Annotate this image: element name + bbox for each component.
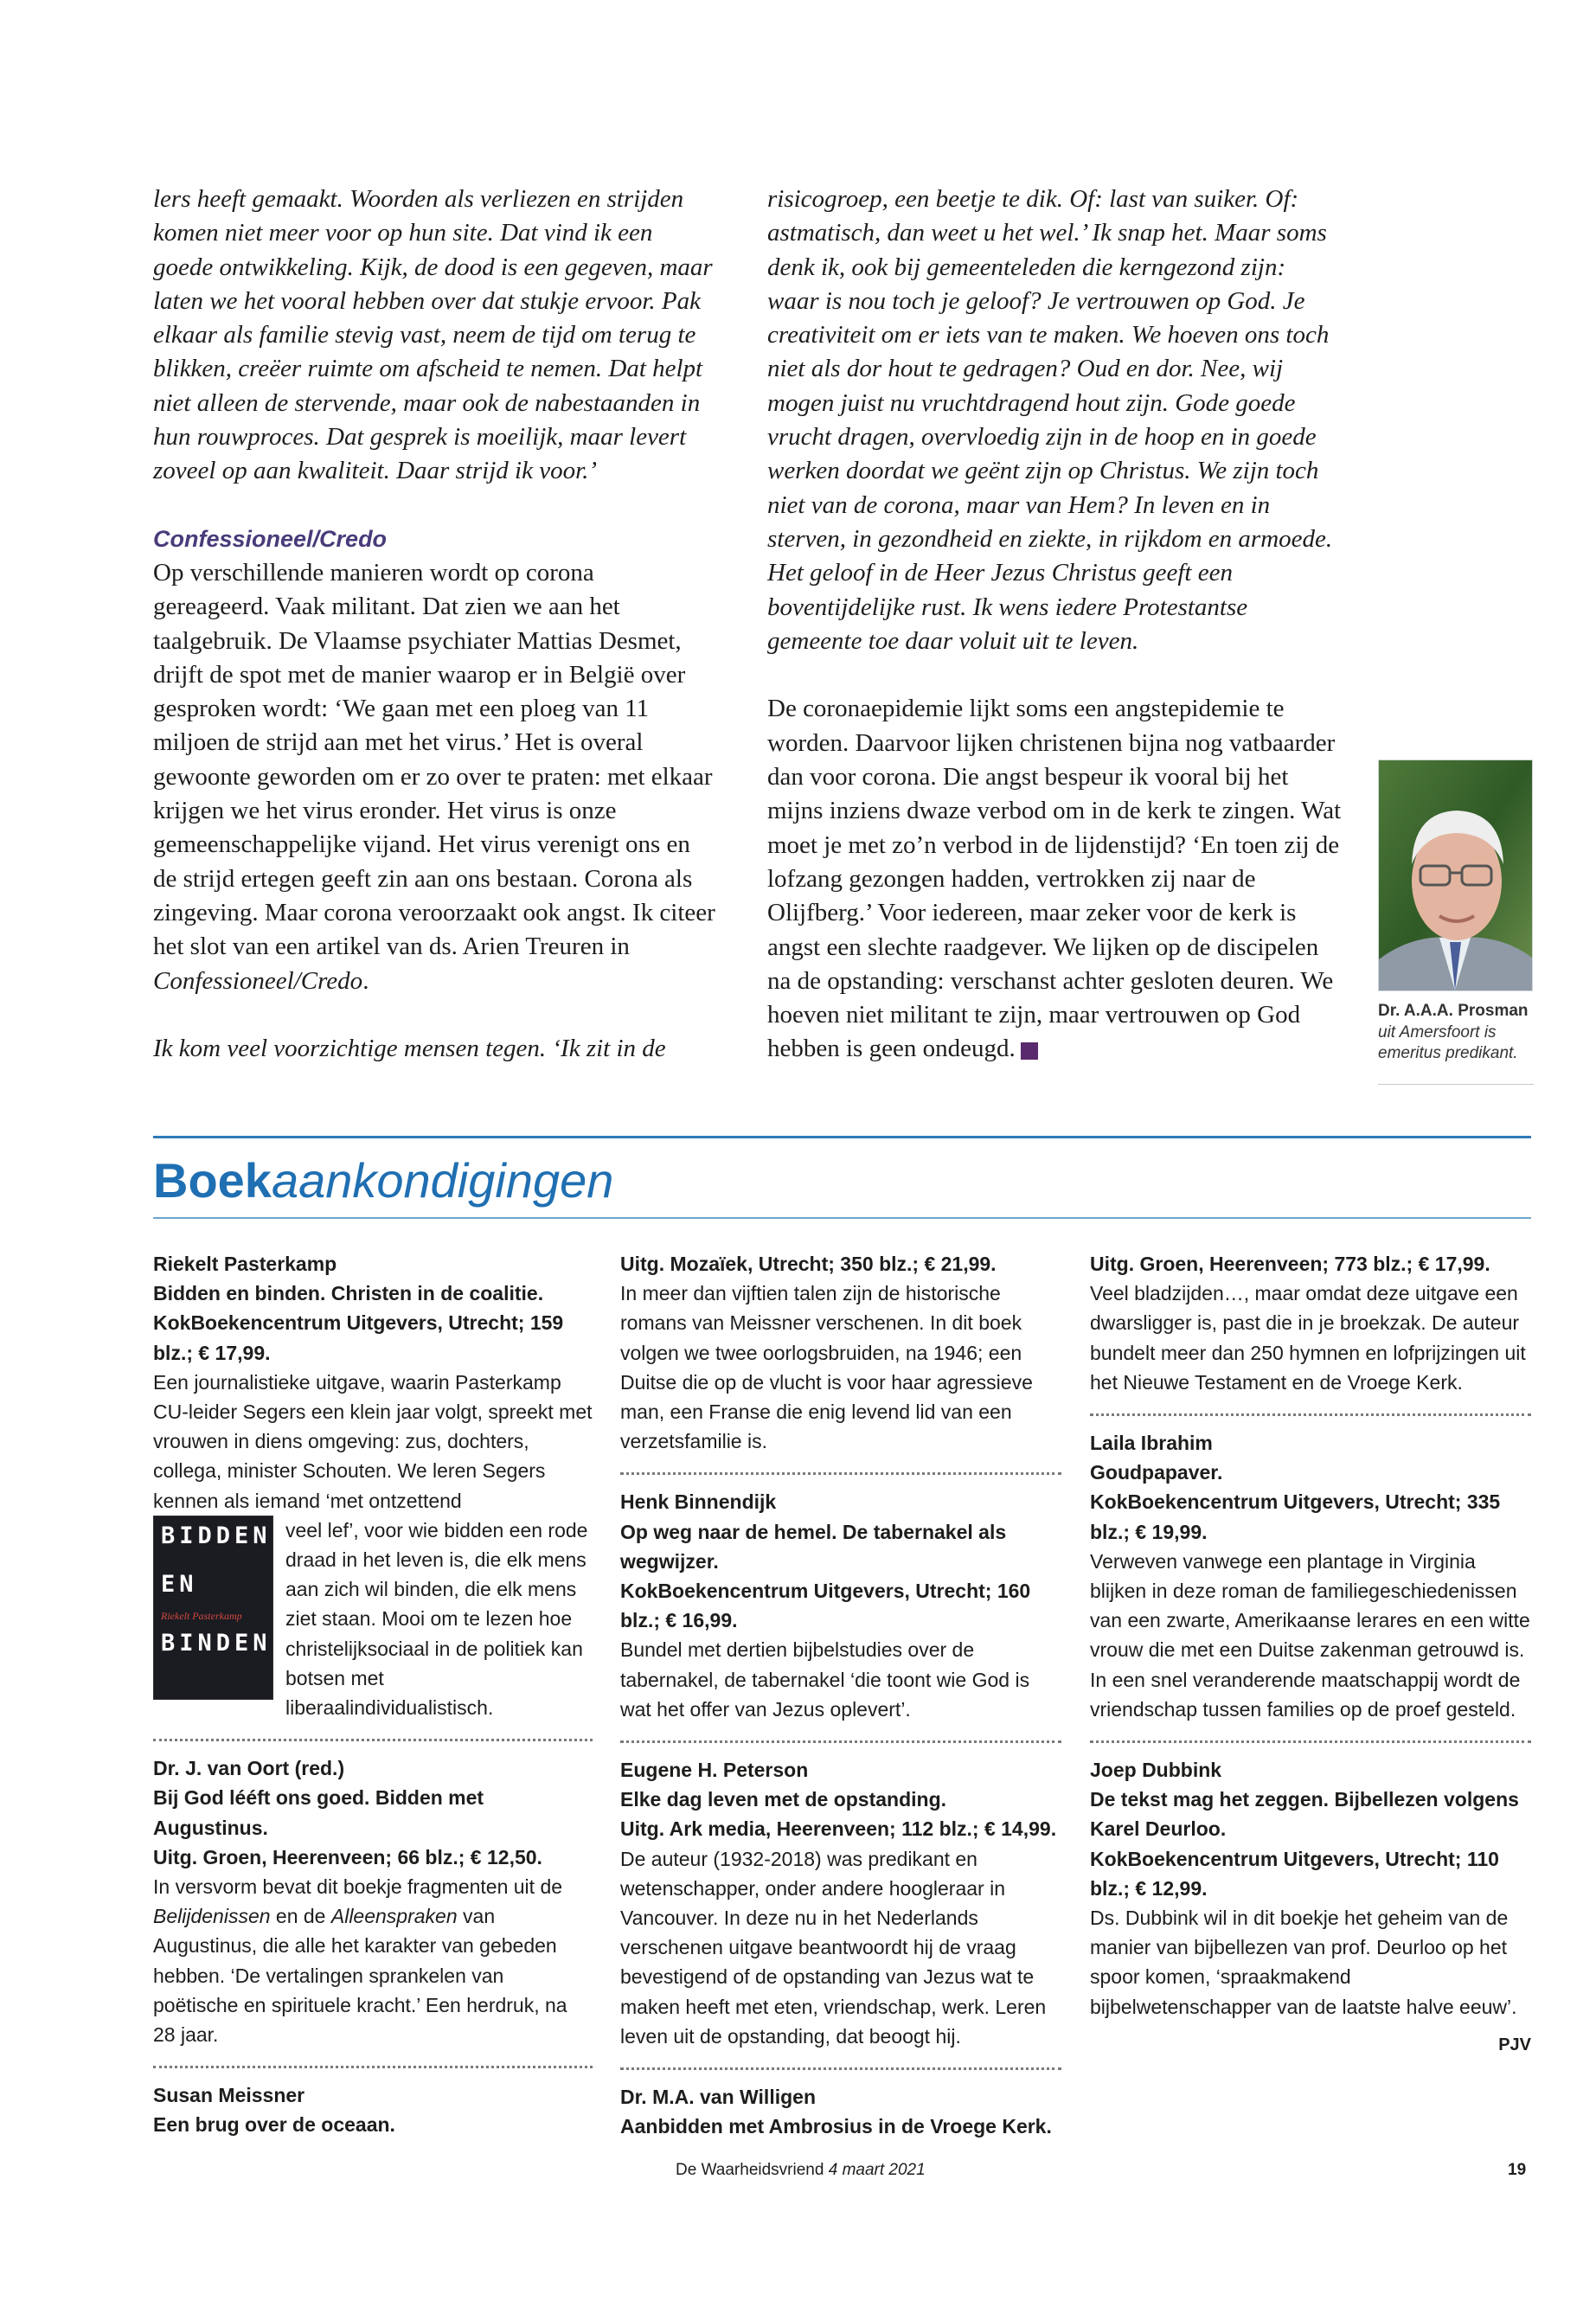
book-cover-image (153, 1516, 273, 1700)
book-title: Bidden en binden. Christen in de coalitie. (153, 1282, 544, 1305)
dotted-divider (620, 2056, 1061, 2070)
book-description (153, 1872, 593, 2049)
section-bottom-rule (153, 1217, 1531, 1219)
section-title-bold: Boek (153, 1153, 272, 1208)
article-subheading: Confessioneel/Credo (153, 525, 388, 552)
book-entry-continued (1090, 1249, 1531, 1397)
book-author: Dr. J. van Oort (red.) (153, 1757, 345, 1780)
article-column-middle (767, 183, 1343, 1067)
dotted-divider (153, 1727, 593, 1741)
book-entry (620, 2082, 1061, 2141)
book-description: Bundel met dertien bijbelstudies over de tabernakel, de tabernakel ‘die toont wie God is wat het offer van Jezus oplevert’. (620, 1638, 1030, 1721)
book-entry (1090, 1428, 1531, 1724)
book-title: Bij God lééft ons goed. Bidden met Augustinus. (153, 1786, 484, 1839)
dotted-divider (620, 1729, 1061, 1743)
book-publisher: KokBoekencentrum Uitgevers, Utrecht; 160 blz.; € 16,99. (620, 1580, 1031, 1632)
book-author: Joep Dubbink (1090, 1759, 1222, 1782)
book-column-3 (1090, 1249, 1531, 2060)
dotted-divider (153, 2054, 593, 2068)
book-author: Laila Ibrahim (1090, 1432, 1213, 1455)
book-publisher: Uitg. Groen, Heerenveen; 773 blz.; € 17,99. (1090, 1253, 1490, 1275)
book-publisher: KokBoekencentrum Uitgevers, Utrecht; 335 blz.; € 19,99. (1090, 1490, 1501, 1543)
article-paragraph: risicogroep, een beetje te dik. Of: last van suiker. Of: astmatisch, dan weet u het wel.’ Ik snap het. Maar soms denk ik, ook bij gemeenteleden die kerngezond zijn: waar is nou toch je geloof? Je vertrouwen op God. Je creativiteit om er iets van te maken. We hoeven ons toch niet als dor hout te gedragen? Oud en dor. Nee, wij mogen juist nu vruchtdragend hout zijn. Gode goede vrucht dragen, overvloedig zijn in de hoop en in goede werken doordat we geënt zijn op Christus. We zijn toch niet van de corona, maar van Hem? In leven en in sterven, in gezondheid en ziekte, in rijkdom en armoede. Het geloof in de Heer Jezus Christus geeft een boventijdelijke rust. Ik wens iedere Protestantse gemeente toe daar voluit uit te leven. (767, 185, 1333, 655)
cover-author: Riekelt Pasterkamp (161, 1609, 242, 1622)
article-text: . (362, 966, 369, 995)
book-author: Riekelt Pasterkamp (153, 1253, 337, 1275)
book-description: In meer dan vijftien talen zijn de historische romans van Meissner verschenen. In dit boek volgen we twee oorlogsbruiden, na 1946; een Duitse die op de vlucht is voor haar agressieve man, een Franse die enig levend lid van een verzetsfamilie is. (620, 1282, 1033, 1453)
book-title: De tekst mag het zeggen. Bijbellezen volgens Karel Deurloo. (1090, 1788, 1519, 1841)
book-author: Susan Meissner (153, 2084, 305, 2107)
book-publisher: Uitg. Mozaïek, Utrecht; 350 blz.; € 21,99. (620, 1253, 997, 1275)
footer-date: 4 maart 2021 (828, 2161, 926, 2179)
section-top-rule (153, 1136, 1531, 1138)
cover-title-line: EN (161, 1570, 198, 1598)
book-entry (620, 1487, 1061, 1724)
article-text-emphasis: Confessioneel/Credo (153, 966, 363, 995)
article-paragraph: Ik kom veel voorzichtige mensen tegen. ‘Ik zit in de (153, 1035, 666, 1063)
book-author: Henk Binnendijk (620, 1490, 777, 1514)
book-title: Een brug over de oceaan. (153, 2113, 395, 2137)
dotted-divider (1090, 1729, 1531, 1743)
article-paragraph (153, 556, 715, 998)
book-entry (153, 1753, 593, 2049)
book-description: Veel bladzijden…, maar omdat deze uitgave een dwarsligger is, past die in je broekzak. De auteur bundelt meer dan 250 hymnen en lofprijzingen uit het Nieuwe Testament en de Vroege Kerk. (1090, 1282, 1526, 1394)
cover-title-line: BINDEN (161, 1629, 272, 1657)
footer-publication (676, 2161, 926, 2180)
book-title: Elke dag leven met de opstanding. (620, 1788, 947, 1811)
book-entry (153, 1249, 593, 1722)
author-portrait-image (1379, 760, 1532, 990)
caption-divider (1378, 1084, 1534, 1085)
desc-text: van Augustinus, die alle het karakter van gebeden hebben. ‘De vertalingen sprankelen van poëtische en spirituele kracht.’ Een herdruk, na 28 jaar. (153, 1905, 567, 2047)
desc-text: en de (270, 1905, 331, 1928)
desc-text: In versvorm bevat dit boekje fragmenten uit de (153, 1875, 563, 1899)
footer-magazine: De Waarheidsvriend (676, 2161, 824, 2179)
book-entry-continued (620, 1249, 1061, 1456)
article-text: De coronaepidemie lijkt soms een angstepidemie te worden. Daarvoor lijken christenen bijna nog vatbaarder dan voor corona. Die angst bespeur ik vooral bij het mijns inziens dwaze verbod om in de kerk te zingen. Wat moet je met zo’n verbod in de lijdenstijd? ‘En toen zij de lofzang gezongen hadden, vertrokken zij naar de Olijfberg.’ Voor iedereen, maar zeker voor de kerk is angst een slechte raadgever. We lijken op de discipelen na de opstanding: verschanst achter gesloten deuren. We hoeven niet militant te zijn, maar vertrouwen op God hebben is geen ondeugd. (767, 695, 1342, 1063)
article-paragraph (767, 692, 1343, 1066)
book-description: Ds. Dubbink wil in dit boekje het geheim van de manier van bijbellezen van prof. Deurloo op het spoor komen, ‘spraakmakend bijbelwetenschapper van de laatste halve eeuw’. (1090, 1907, 1517, 2018)
caption-name: Dr. A.A.A. Prosman (1378, 1002, 1529, 1020)
book-description: Een journalistieke uitgave, waarin Pasterkamp CU-leider Segers een klein jaar volgt, spreekt met vrouwen in diens omgeving: zus, dochters, collega, minister Schouten. We leren Segers kennen als iemand ‘met ontzettend (153, 1370, 593, 1512)
book-publisher: Uitg. Groen, Heerenveen; 66 blz.; € 12,50. (153, 1845, 542, 1868)
book-column-2 (620, 1249, 1061, 2141)
book-entry (153, 2080, 593, 2139)
dotted-divider (620, 1461, 1061, 1475)
book-publisher: KokBoekencentrum Uitgevers, Utrecht; 110 blz.; € 12,99. (1090, 1847, 1499, 1900)
photo-caption (1378, 1001, 1534, 1065)
caption-description: uit Amersfoort is emeritus predikant. (1378, 1022, 1518, 1062)
section-title (153, 1150, 613, 1211)
book-title: Goudpapaver. (1090, 1461, 1223, 1484)
book-entry (1090, 1755, 1531, 2022)
article-column-left (153, 183, 715, 1066)
dotted-divider (1090, 1402, 1531, 1416)
section-title-italic: aankondigingen (271, 1153, 614, 1208)
book-cover-wrap (153, 1486, 593, 1722)
reviewer-signature: PJV (1498, 2035, 1531, 2054)
book-publisher: Uitg. Ark media, Heerenveen; 112 blz.; € 14,99. (620, 1817, 1057, 1841)
cover-title-line: BIDDEN (161, 1522, 272, 1549)
book-title: Op weg naar de hemel. De tabernakel als wegwijzer. (620, 1520, 1007, 1573)
book-entry (620, 1755, 1061, 2051)
book-publisher: KokBoekencentrum Uitgevers, Utrecht; 159 blz.; € 17,99. (153, 1311, 564, 1364)
book-description: veel lef’, voor wie bidden een rode draad in het leven is, die elk mens aan zich wil binden, die elk mens ziet staan. Mooi om te lezen hoe christelijksociaal in de politiek kan botsen met liberaalindividualistisch. (285, 1518, 588, 1720)
article-paragraph: lers heeft gemaakt. Woorden als verliezen en strijden komen niet meer voor op hun site. Dat vind ik een goede ontwikkeling. Kijk, de dood is een gegeven, maar laten we het vooral hebben over dat stukje ervoor. Pak elkaar als familie stevig vast, neem de tijd om terug te blikken, creëer ruimte om afscheid te nemen. Dat helpt niet alleen de stervende, maar ook de nabestaanden in hun rouwproces. Dat gesprek is moeilijk, maar levert zoveel op aan kwaliteit. Daar strijd ik voor.’ (153, 185, 713, 485)
page-number: 19 (1508, 2161, 1527, 2179)
book-description: De auteur (1932-2018) was predikant en wetenschapper, onder andere hoogleraar in Vancouver. In deze nu in het Nederlands verschenen uitgave beantwoordt hij de vraag bevestigend of de opstanding van Jezus wat te maken heeft met eten, vriendschap, werk. Leren leven uit de opstanding, dat beoogt hij. (620, 1847, 1047, 2048)
book-author: Eugene H. Peterson (620, 1759, 809, 1782)
desc-emphasis: Belijdenissen (153, 1905, 271, 1928)
desc-emphasis: Alleenspraken (330, 1905, 458, 1928)
article-text: Op verschillende manieren wordt op corona gereageerd. Vaak militant. Dat zien we aan het taalgebruik. De Vlaamse psychiater Mattias Desmet, drijft de spot met de manier waarop er in België over gesproken wordt: ‘We gaan met een ploeg van 11 miljoen de strijd aan met het virus.’ Het is overal gewoonte geworden om er zo over te praten: met elkaar krijgen we het virus eronder. Het virus is onze gemeenschappelijke vijand. Het virus verenigt ons en de strijd ertegen geeft zin aan ons bestaan. Corona als zingeving. Maar corona veroorzaakt ook angst. Ik citeer het slot van een artikel van ds. Arien Treuren in (153, 558, 715, 961)
book-title: Aanbidden met Ambrosius in de Vroege Kerk. (620, 2115, 1052, 2138)
book-description: Verweven vanwege een plantage in Virginia blijken in deze roman de familiegeschiedenissen van een zwarte, Amerikaanse lerares en een witte vrouw die met een Duitse zakenman getrouwd is. In een snel veranderende maatschappij wordt de vriendschap tussen families op de proef gesteld. (1090, 1549, 1530, 1721)
book-column-1 (153, 1249, 593, 2140)
end-of-article-mark (1021, 1042, 1038, 1060)
book-author: Dr. M.A. van Willigen (620, 2086, 816, 2109)
author-photo (1378, 760, 1533, 991)
